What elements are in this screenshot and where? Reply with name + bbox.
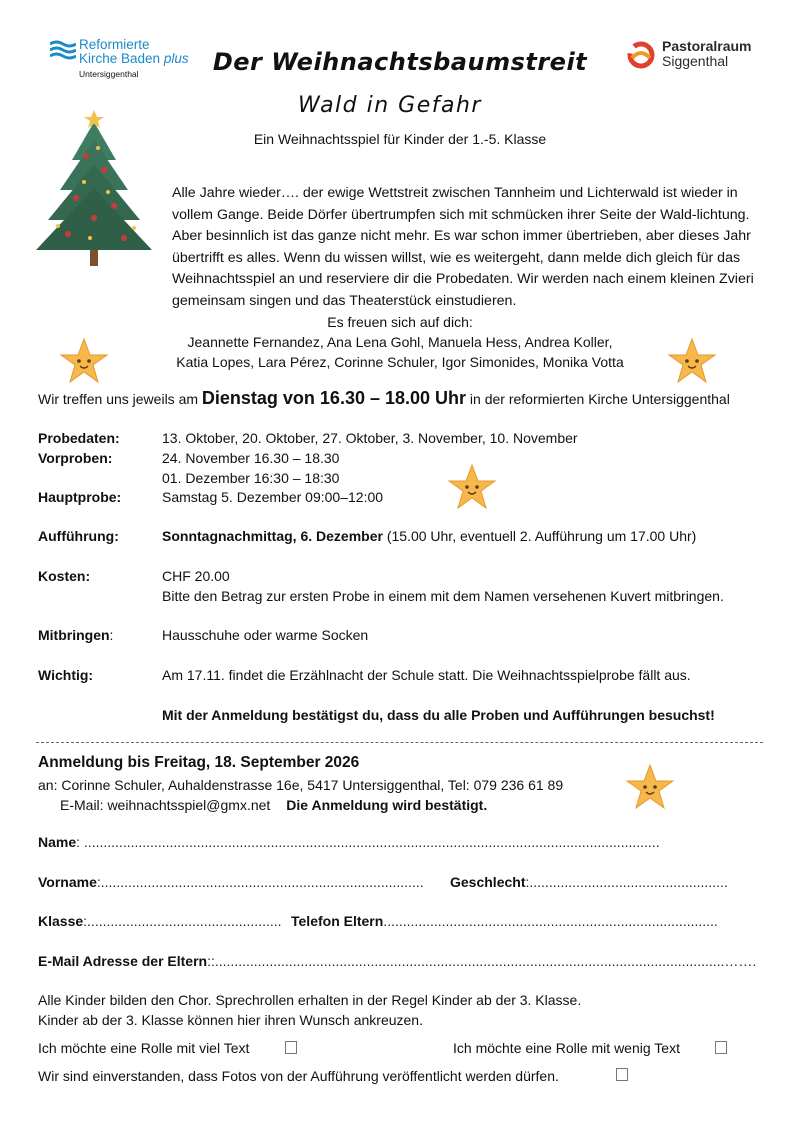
tagline: Ein Weihnachtsspiel für Kinder der 1.-5. Klasse (253, 131, 547, 147)
wish-little-text-label: Ich möchte eine Rolle mit wenig Text (453, 1040, 680, 1056)
vorproben-value-2: 01. Dezember 16:30 – 18:30 (162, 470, 340, 486)
page-subtitle: Wald in Gefahr (298, 93, 482, 118)
email-eltern-field[interactable]: E-Mail Adresse der Eltern::...................................................................................................................................……. (38, 953, 757, 969)
geschlecht-field[interactable]: Geschlecht:................................................... (450, 874, 728, 890)
page-title: Der Weihnachtsbaumstreit (212, 48, 588, 76)
roles-info-line1: Alle Kinder bilden den Chor. Sprechrollen erhalten in der Regel Kinder ab der 3. Klasse. (38, 992, 582, 1008)
kosten-value-2: Bitte den Betrag zur ersten Probe in einem mit dem Namen versehenen Kuvert mitbringen. (162, 588, 724, 604)
greeting (120, 312, 680, 372)
cut-line-divider (36, 742, 763, 743)
auffuehrung-value: Sonntagnachmittag, 6. Dezember (15.00 Uhr, eventuell 2. Aufführung um 17.00 Uhr) (162, 528, 697, 544)
hauptprobe-value: Samstag 5. Dezember 09:00–12:00 (162, 489, 384, 505)
wish-much-text-label: Ich möchte eine Rolle mit viel Text (38, 1040, 250, 1056)
greeting-heading: Es freuen sich auf dich: (327, 314, 473, 330)
smiling-star-icon (666, 336, 718, 388)
vorname-field[interactable]: Vorname:................................................................................... (38, 874, 424, 890)
mitbringen-label: Mitbringen: (38, 627, 114, 643)
waves-icon (50, 40, 76, 62)
registration-confirm: Die Anmeldung wird bestätigt. (286, 797, 488, 813)
mitbringen-value: Hausschuhe oder warme Socken (162, 627, 369, 643)
registration-email: E-Mail: weihnachtsspiel@gmx.net Die Anmeldung wird bestätigt. (60, 797, 488, 813)
roles-info (38, 990, 581, 1030)
christmas-tree-icon (28, 108, 160, 268)
greeting-names-1: Jeannette Fernandez, Ana Lena Gohl, Manuela Hess, Andrea Koller, (187, 334, 613, 350)
telefon-eltern-field[interactable]: Telefon Eltern...................................................................................... (291, 913, 718, 929)
auffuehrung-label: Aufführung: (38, 528, 119, 544)
logo-right-line2: Siggenthal (662, 53, 729, 69)
klasse-field[interactable]: Klasse:.................................................. (38, 913, 282, 929)
name-field[interactable]: Name: .................................................................................................................................................... (38, 834, 660, 850)
roles-info-line2: Kinder ab der 3. Klasse können hier ihren Wunsch ankreuzen. (38, 1012, 423, 1028)
wichtig-label: Wichtig: (38, 667, 94, 683)
probedaten-value: 13. Oktober, 20. Oktober, 27. Oktober, 3. November, 10. November (162, 430, 578, 446)
meeting-info: Wir treffen uns jeweils am Dienstag von 16.30 – 18.00 Uhr in der reformierten Kirche Untersiggenthal (38, 388, 730, 408)
photo-consent-label: Wir sind einverstanden, dass Fotos von der Aufführung veröffentlicht werden dürfen. (38, 1068, 559, 1084)
logo-left-line1: Reformierte (79, 37, 150, 52)
logo-right-line1: Pastoralraum (662, 38, 752, 54)
kosten-label: Kosten: (38, 568, 91, 584)
meeting-time: Dienstag von 16.30 – 18.00 Uhr (201, 388, 467, 408)
smiling-star-icon (58, 336, 110, 388)
logo-pastoralraum (626, 38, 776, 78)
logo-reformierte-kirche (50, 38, 210, 88)
wish-much-text-checkbox[interactable] (285, 1041, 297, 1054)
wish-little-text-checkbox[interactable] (715, 1041, 727, 1054)
registration-address: an: Corinne Schuler, Auhaldenstrasse 16e, 5417 Untersiggenthal, Tel: 079 236 61 89 (38, 777, 564, 793)
hauptprobe-label: Hauptprobe: (38, 489, 122, 505)
kosten-value-1: CHF 20.00 (162, 568, 230, 584)
logo-left-line2: Kirche Baden plus (79, 51, 189, 66)
greeting-names-2: Katia Lopes, Lara Pérez, Corinne Schuler, Igor Simonides, Monika Votta (176, 354, 624, 370)
vorproben-label: Vorproben: (38, 450, 113, 466)
registration-title: Anmeldung bis Freitag, 18. September 2026 (38, 754, 360, 771)
photo-consent-checkbox[interactable] (616, 1068, 628, 1081)
smiling-star-icon (446, 462, 498, 514)
attendance-confirm: Mit der Anmeldung bestätigst du, dass du alle Proben und Aufführungen besuchst! (162, 707, 715, 723)
logo-left-line3: Untersiggenthal (79, 69, 139, 79)
pastoral-mark-icon (626, 40, 656, 70)
wichtig-value: Am 17.11. findet die Erzählnacht der Schule statt. Die Weihnachtsspielprobe fällt aus. (162, 667, 691, 683)
smiling-star-icon (624, 762, 676, 814)
probedaten-label: Probedaten: (38, 430, 120, 446)
vorproben-value-1: 24. November 16.30 – 18.30 (162, 450, 340, 466)
intro-text: Alle Jahre wieder…. der ewige Wettstreit zwischen Tannheim und Lichterwald ist wieder in vollem Gange. Beide Dörfer übertrumpfen sich mit schmücken ihrer Seite der Wald-lichtung. Aber besinnlich ist das ganze nicht mehr. Es war schon immer übertrieben, aber dieses Jahr übertrifft es alles. Wenn du wissen willst, wie es weitergeht, dann melde dich gleich für das Weihnachtsspiel an und reserviere dir die Probedaten. Wir werden nach einem kleinen Zvieri gemeinsam singen und das Theaterstück einstudieren. (172, 185, 754, 309)
